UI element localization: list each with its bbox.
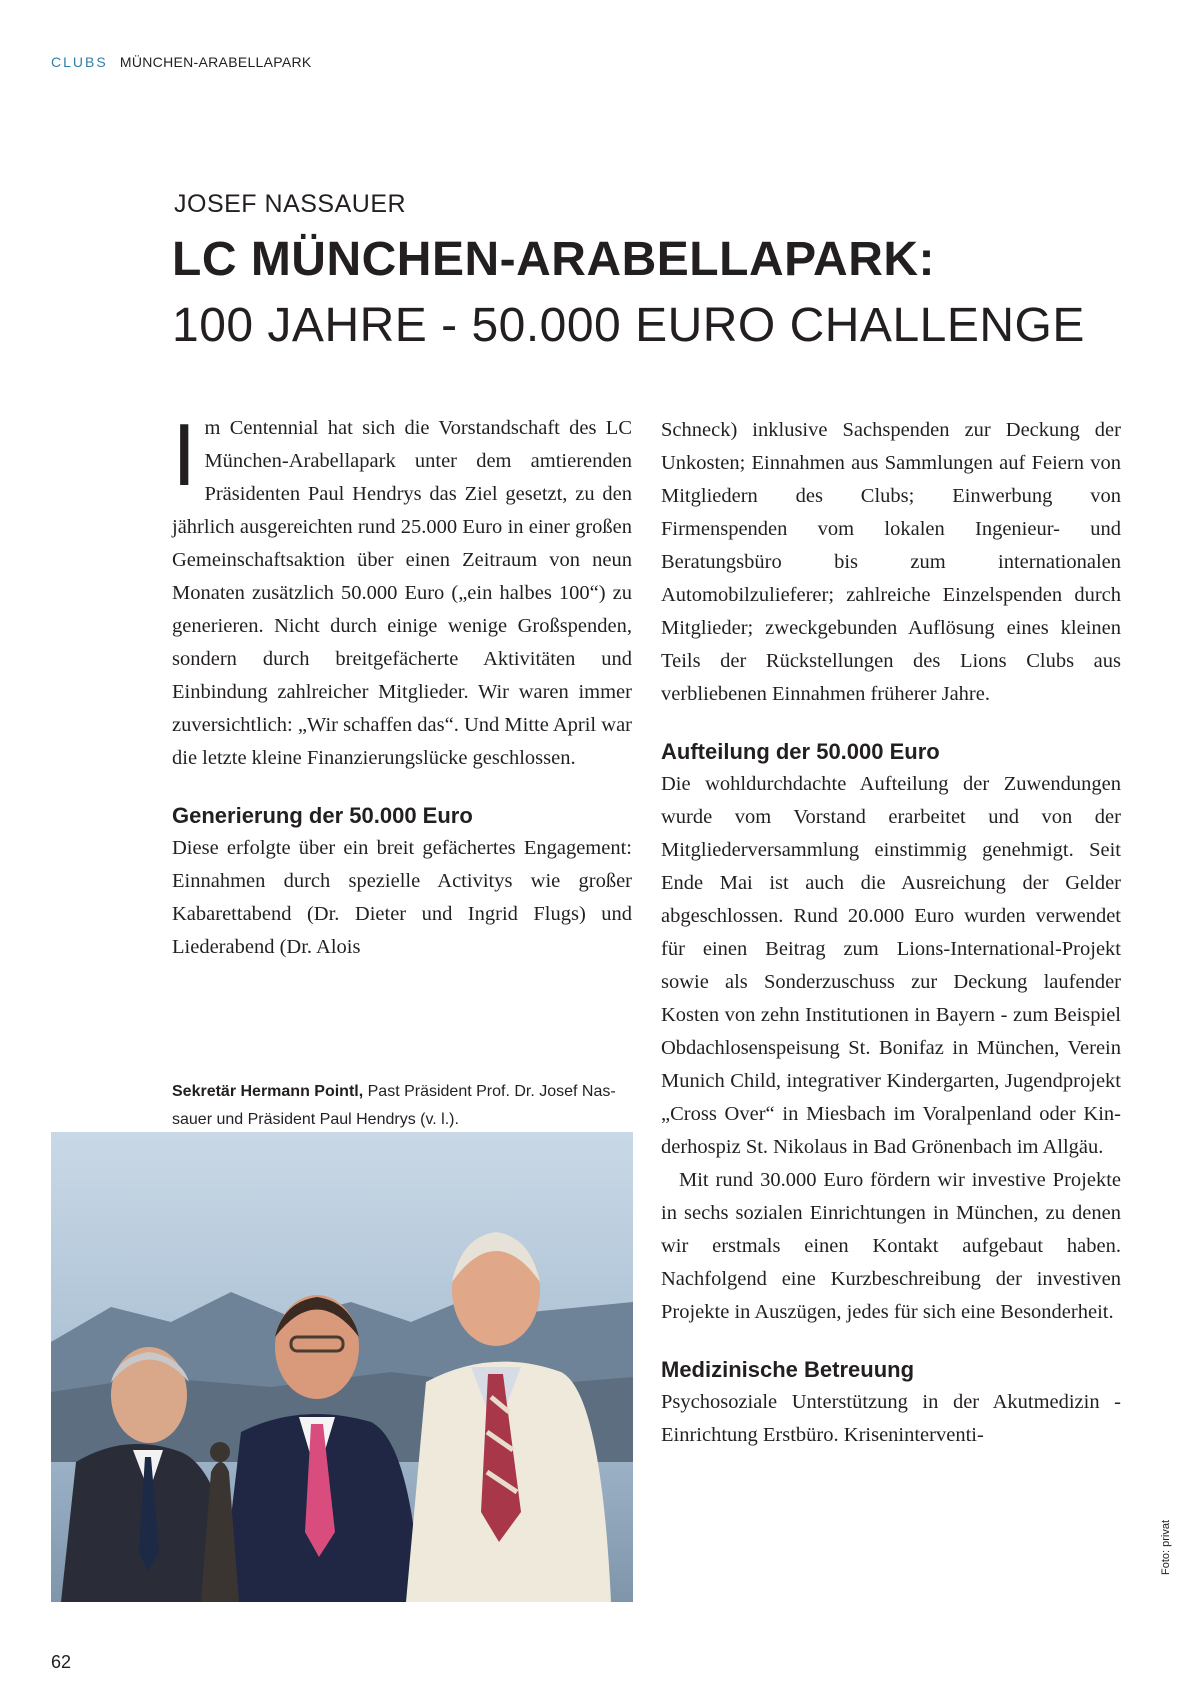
generierung-paragraph: Diese erfolgte über ein breit gefächertes Engagement: Einnahmen durch spezielle Activitys wie großer Kabarettabend (Dr. Dieter und Ingrid Flugs) und Liederabend (Dr. Alois	[172, 837, 632, 958]
dropcap: I	[172, 405, 197, 504]
group-photo-illustration	[51, 1132, 633, 1602]
article-author: JOSEF NASSAUER	[174, 190, 407, 218]
aufteilung-paragraph-2: Mit rund 30.000 Euro fördern wir investive Projekte in sechs sozialen Einrichtungen in München, zu denen wir erstmals einen Kontakt aufgebaut haben. Nachfolgend eine Kurzbeschreibung der investiven Projekte in Auszügen, jedes für sich eine Besonderheit.	[661, 1169, 1121, 1323]
subsection-label: MÜNCHEN-ARABELLAPARK	[119, 54, 312, 70]
intro-paragraph	[172, 405, 632, 775]
article-column-right	[661, 414, 1121, 1452]
page-number: 62	[51, 1652, 72, 1672]
photo-credit: Foto: privat	[1160, 1519, 1172, 1575]
continuation-paragraph: Schneck) inklusive Sachspenden zur Deckung der Unkosten; Einnahmen aus Sammlungen auf Feiern von Mitgliedern des Clubs; Einwerbung von Firmenspenden vom lokalen Ingenieur- und Beratungsbüro bis zum internationalen Automobilzulieferer; zahlreiche Einzelspenden durch Mitglieder; zweckgebunden Auflösung eines kleinen Teils der Rückstellungen des Lions Clubs aus verbliebenen Einnahmen früherer Jahre.	[661, 419, 1121, 705]
heading-medizin: Medizinische Betreuung	[661, 1357, 915, 1382]
section-header	[51, 54, 312, 70]
section-label: CLUBS	[51, 54, 108, 70]
intro-text: m Centennial hat sich die Vorstandschaft des LC München-Arabellapark unter dem amtierenden Präsidenten Paul Hendrys das Ziel gesetzt, zu den jährlich ausgereichten rund 25.000 Euro in einer großen Gemeinschaftsaktion über einen Zeitraum von neun Monaten zusätzlich 50.000 Euro („ein halbes 100“) zu generieren. Nicht durch einige wenige Großspenden, sondern durch breitgefächerte Aktivitäten und Einbindung zahlreicher Mitglieder. Wir waren immer zuversichtlich: „Wir schaffen das“. Und Mitte April war die letzte kleine Finanzierungslücke geschlossen.	[172, 417, 632, 769]
caption-text: Past Präsident Prof. Dr. Josef Nassauer und Präsident Paul Hendrys (v. l.).	[172, 1083, 616, 1128]
caption-bold: Sekretär Hermann Pointl,	[172, 1083, 364, 1100]
article-title-line2: 100 JAHRE - 50.000 EURO CHALLENGE	[172, 299, 1085, 352]
article-column-left	[172, 405, 632, 964]
heading-aufteilung: Aufteilung der 50.000 Euro	[661, 739, 940, 764]
article-title-line1: LC MÜNCHEN-ARABELLAPARK:	[172, 233, 936, 286]
group-photo	[51, 1132, 633, 1602]
aufteilung-paragraph-1: Die wohldurchdachte Aufteilung der Zuwendungen wurde vom Vorstand erarbeitet und von der Mitgliederversammlung einstimmig genehmigt. Seit Ende Mai ist auch die Ausreichung der Gelder abgeschlossen. Rund 20.000 Euro wurden verwendet für einen Beitrag zum Lions-International-Projekt sowie als Sonderzuschuss zur Deckung laufender Kosten von zehn Institutionen in Bayern - zum Beispiel Obdachlosenspeisung St. Bonifaz in München, Verein Munich Child, integrativer Kindergarten, Jugendprojekt „Cross Over“ in Miesbach im Voralpenland oder Kinderhospiz St. Nikolaus in Bad Grönenbach im Allgäu.	[661, 773, 1121, 1158]
medizin-paragraph: Psychosoziale Unterstützung in der Akutmedizin - Einrichtung Erstbüro. Kriseninterventi-	[661, 1391, 1121, 1446]
heading-generierung: Generierung der 50.000 Euro	[172, 803, 473, 828]
photo-caption	[172, 1078, 632, 1134]
